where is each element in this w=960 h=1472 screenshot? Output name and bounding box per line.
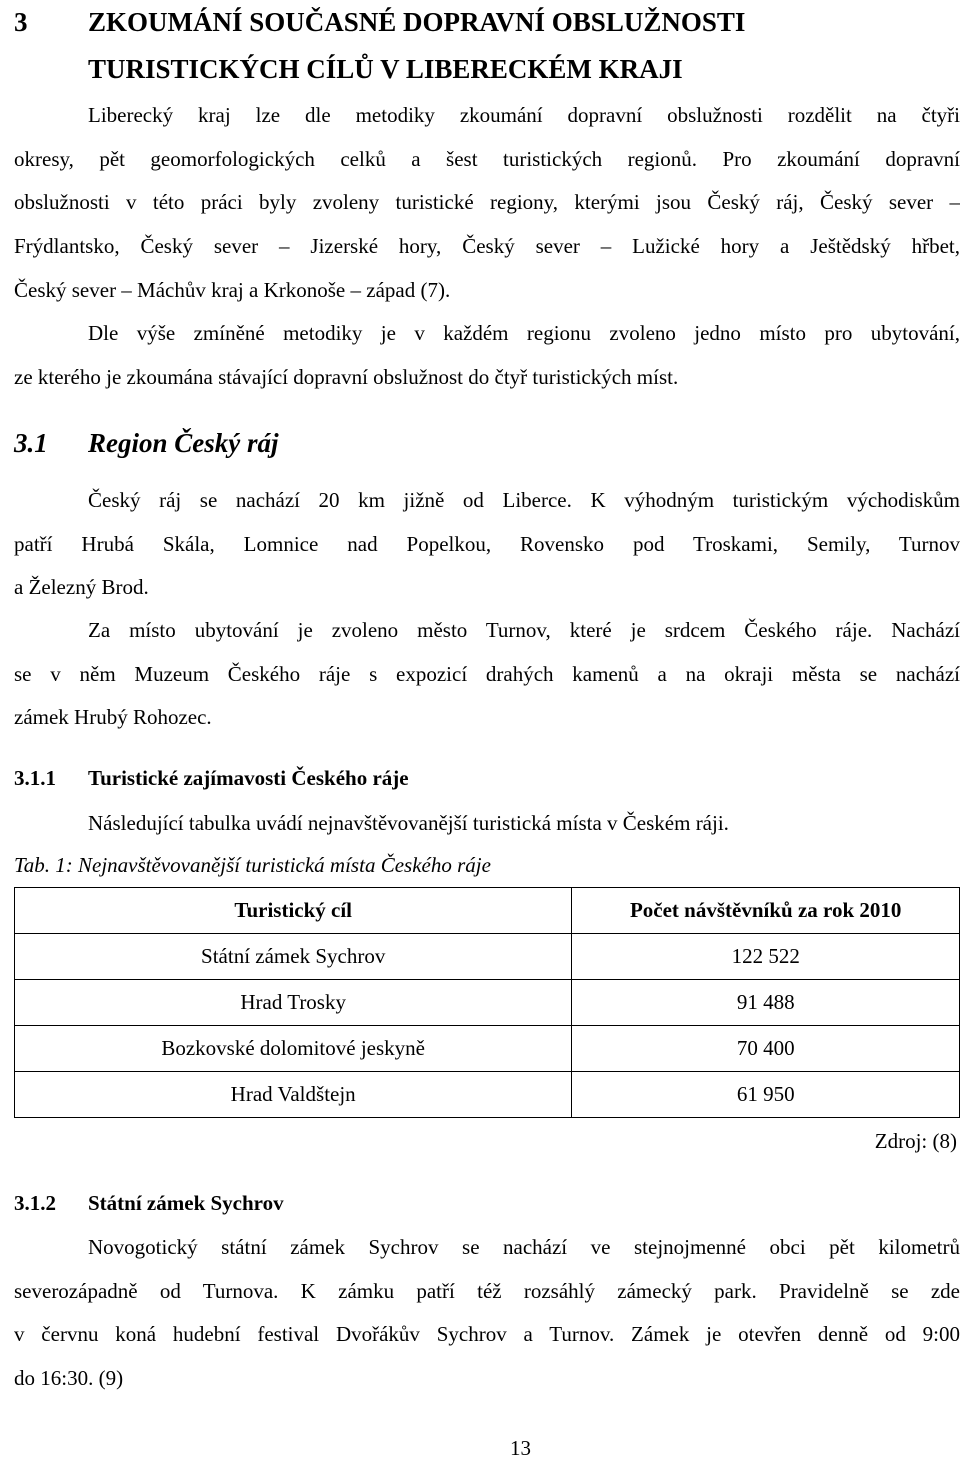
chapter-paragraph-1 xyxy=(14,94,960,312)
paragraph-line: Frýdlantsko, Český sever – Jizerské hory, Český sever – Lužické hory a Ještědský hřbet, xyxy=(14,234,960,259)
paragraph-line: Novogotický státní zámek Sychrov se nachází ve stejnojmenné obci pět kilometrů xyxy=(88,1235,960,1259)
table-row xyxy=(15,1072,960,1118)
chapter-number: 3 xyxy=(14,7,28,37)
paragraph-line: se v něm Muzeum Českého ráje s expozicí drahých kamenů a na okraji města se nachází xyxy=(14,661,960,686)
subsection-paragraph xyxy=(14,1226,960,1401)
table-row xyxy=(15,934,960,980)
section-paragraph-2 xyxy=(14,609,960,740)
paragraph-line: Dle výše zmíněné metodiky je v každém regionu zvoleno jedno místo pro ubytování, xyxy=(88,321,960,345)
paragraph-line: Český sever – Máchův kraj a Krkonoše – západ (7). xyxy=(14,277,451,302)
subsection-number: 3.1.2 xyxy=(14,1191,56,1215)
table-cell: 122 522 xyxy=(572,934,960,980)
chapter-title-line-1: ZKOUMÁNÍ SOUČASNÉ DOPRAVNÍ OBSLUŽNOSTI xyxy=(88,7,746,37)
table-cell: 70 400 xyxy=(572,1026,960,1072)
table-cell: 91 488 xyxy=(572,980,960,1026)
table-cell: Hrad Trosky xyxy=(15,980,572,1026)
subsection-title: Turistické zajímavosti Českého ráje xyxy=(88,766,409,790)
table-caption: Tab. 1: Nejnavštěvovanější turistická místa Českého ráje xyxy=(14,853,491,877)
paragraph-line: patří Hrubá Skála, Lomnice nad Popelkou, Rovensko pod Troskami, Semily, Turnov xyxy=(14,531,960,556)
subsection-number: 3.1.1 xyxy=(14,766,56,790)
chapter-paragraph-2 xyxy=(14,312,960,399)
paragraph-line: zámek Hrubý Rohozec. xyxy=(14,705,212,730)
paragraph-line: obslužnosti v této práci byly zvoleny turistické regiony, kterými jsou Český ráj, Český sever – xyxy=(14,190,960,215)
paragraph-line: do 16:30. (9) xyxy=(14,1366,124,1391)
page-number: 13 xyxy=(510,1436,531,1460)
paragraph-line: severozápadně od Turnova. K zámku patří též rozsáhlý zámecký park. Pravidelně se zde xyxy=(14,1278,960,1303)
subsection-title: Státní zámek Sychrov xyxy=(88,1191,284,1215)
column-header: Počet návštěvníků za rok 2010 xyxy=(572,888,960,934)
section-number: 3.1 xyxy=(14,428,48,458)
paragraph-line: Český ráj se nachází 20 km jižně od Liberce. K výhodným turistickým východiskům xyxy=(88,488,960,512)
paragraph-line: Liberecký kraj lze dle metodiky zkoumání dopravní obslužnosti rozdělit na čtyři xyxy=(88,103,960,127)
table-header-row xyxy=(15,888,960,934)
table-cell: Hrad Valdštejn xyxy=(15,1072,572,1118)
paragraph-line: okresy, pět geomorfologických celků a šest turistických regionů. Pro zkoumání dopravní xyxy=(14,146,960,171)
table-row xyxy=(15,1026,960,1072)
section-paragraph-1 xyxy=(14,479,960,610)
section-title: Region Český ráj xyxy=(88,428,279,458)
table-cell: Bozkovské dolomitové jeskyně xyxy=(15,1026,572,1072)
paragraph-line: a Železný Brod. xyxy=(14,575,149,600)
paragraph-line: ze kterého je zkoumána stávající dopravní obslužnost do čtyř turistických míst. xyxy=(14,364,679,389)
chapter-title-line-2: TURISTICKÝCH CÍLŮ V LIBERECKÉM KRAJI xyxy=(88,54,683,84)
table-source: Zdroj: (8) xyxy=(874,1129,957,1153)
paragraph-line: v červnu koná hudební festival Dvořákův Sychrov a Turnov. Zámek je otevřen denně od 9:00 xyxy=(14,1322,960,1347)
table-intro: Následující tabulka uvádí nejnavštěvovanější turistická místa v Českém ráji. xyxy=(88,811,729,835)
visitors-table xyxy=(14,887,960,1118)
column-header: Turistický cíl xyxy=(15,888,572,934)
table-cell: Státní zámek Sychrov xyxy=(15,934,572,980)
table-cell: 61 950 xyxy=(572,1072,960,1118)
paragraph-line: Za místo ubytování je zvoleno město Turnov, které je srdcem Českého ráje. Nachází xyxy=(88,618,960,642)
table-row xyxy=(15,980,960,1026)
